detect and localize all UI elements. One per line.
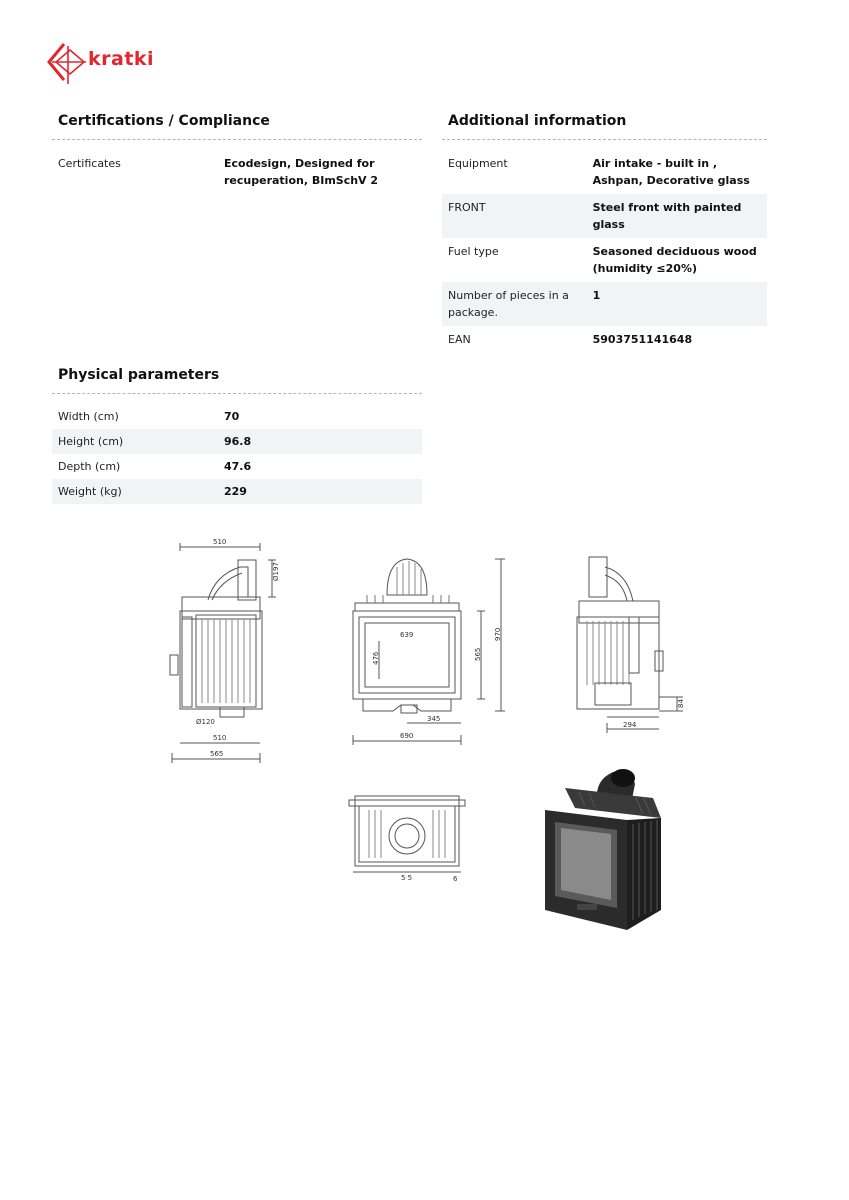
spec-value: 47.6 xyxy=(224,460,252,473)
spec-row xyxy=(52,454,422,479)
physical-parameters-title: Physical parameters xyxy=(52,367,422,394)
spec-label: EAN xyxy=(448,333,471,346)
additional-info-title: Additional information xyxy=(442,113,767,140)
spec-value: Air intake - built in , Ashpan, Decorative glass xyxy=(592,157,750,187)
spec-value: 229 xyxy=(224,485,247,498)
dim-label: Ø120 xyxy=(196,718,215,726)
spec-value: Seasoned deciduous wood (humidity ≤20%) xyxy=(592,245,757,275)
dim-label: 639 xyxy=(400,631,414,639)
logo-mark-icon xyxy=(46,40,90,88)
dim-label: Ø197 xyxy=(272,562,280,581)
spec-row xyxy=(442,238,767,282)
dim-label: 510 xyxy=(213,538,227,546)
additional-info-section xyxy=(442,113,767,353)
spec-row xyxy=(52,479,422,504)
spec-label: Weight (kg) xyxy=(58,485,122,498)
spec-row xyxy=(442,194,767,238)
spec-row xyxy=(52,429,422,454)
spec-value: Ecodesign, Designed for recuperation, BImSchV 2 xyxy=(224,157,379,187)
spec-label: Number of pieces in a package. xyxy=(448,289,569,319)
spec-row xyxy=(52,150,422,194)
spec-label: Certificates xyxy=(58,157,121,170)
logo-text: kratki xyxy=(88,48,155,70)
fireplace-render-image xyxy=(535,760,675,940)
spec-label: Depth (cm) xyxy=(58,460,121,473)
side-view-drawing xyxy=(160,535,290,770)
dim-label: 565 xyxy=(474,647,482,661)
top-view-drawing xyxy=(345,790,470,885)
front-view-drawing xyxy=(345,555,510,745)
right-side-view-drawing xyxy=(565,555,690,735)
spec-value: 70 xyxy=(224,410,240,423)
certifications-title: Certifications / Compliance xyxy=(52,113,422,140)
dim-label: 476 xyxy=(372,651,380,665)
spec-row xyxy=(52,404,422,429)
dim-label: 345 xyxy=(427,715,441,723)
kratki-logo xyxy=(46,40,186,88)
dim-label: 510 xyxy=(213,734,227,742)
spec-label: FRONT xyxy=(448,201,486,214)
dim-label: 5 5 xyxy=(401,874,413,882)
spec-label: Equipment xyxy=(448,157,508,170)
dim-label: 6 xyxy=(453,875,458,883)
spec-label: Width (cm) xyxy=(58,410,119,423)
spec-label: Height (cm) xyxy=(58,435,124,448)
spec-value: 96.8 xyxy=(224,435,252,448)
spec-row xyxy=(442,282,767,326)
spec-label: Fuel type xyxy=(448,245,499,258)
spec-value: 1 xyxy=(592,289,601,302)
dim-label: 84 xyxy=(677,699,685,708)
certifications-section xyxy=(52,113,422,194)
spec-row xyxy=(442,326,767,353)
dim-label: 294 xyxy=(623,721,637,729)
spec-row xyxy=(442,150,767,194)
spec-value: 5903751141648 xyxy=(592,333,693,346)
dim-label: 970 xyxy=(494,627,502,641)
dim-label: 690 xyxy=(400,732,414,740)
spec-value: Steel front with painted glass xyxy=(592,201,742,231)
physical-parameters-section xyxy=(52,367,422,504)
dim-label: 565 xyxy=(210,750,224,758)
